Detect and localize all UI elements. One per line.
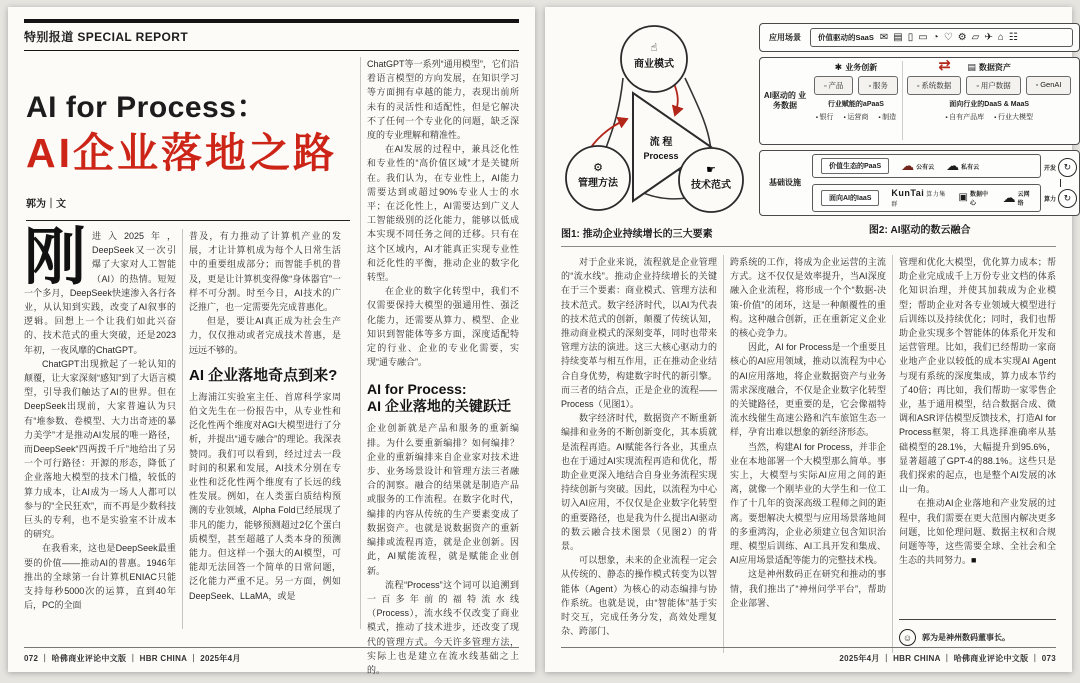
public-cloud-label: 公有云 [916,164,935,171]
column-divider [182,229,183,629]
service-chip: ▫ 服务 [858,76,897,95]
byline: 郭为｜文 [26,199,66,210]
body-paragraph: 在企业的数字化转型中，我们不仅需要保持大模型的强通用性、强泛化能力，还需要从算力、模型、企业知识到智能体等多方面，深度适配特定的行业、企业的专业化需要，实现“通专融合”。 [367,286,519,368]
fig2-data-asset [902,57,1076,140]
innovation-icon: ✱ [834,62,843,72]
apaas-item: ▪ 运营商 [844,112,869,122]
device-icon: ◔ [932,32,944,43]
title-block [24,57,354,229]
fig2-row2-label: AI驱动的 业务数据 [763,91,807,110]
left-column-1 [24,223,176,629]
left-page-footer: 072 ｜ 哈佛商业评论中文版 ｜ HBR CHINA ｜ 2025年4月 [24,647,519,664]
article-title-cn: AI企业落地之路 [26,130,337,176]
user-data-chip: ▫ 用户数据 [966,76,1020,95]
cycle-icon: ↻ [1058,189,1077,208]
end-mark: ■ [971,555,977,566]
body-paragraph: 普及，有力推动了计算机产业的发展，才让计算机成为每个人日常生活中的重要组成部分；而智能手机的普及，更是让计算机变得像“身体器官”一样不可分割。时至今日，AI技术的广泛推广，也一定需要先完成普惠化。 [189,231,341,313]
figure-2 [759,23,1080,236]
body-paragraph: 在我看来，这也是DeepSeek最重要的价值——推动AI的普惠。1946年推出的全球第一台计算机ENIAC只能支持每秒5000次的运算，直到40年后，PC的全面 [24,543,176,611]
article-title-en: AI for Process： [26,91,267,124]
biz-head: 业务创新 [845,63,878,72]
fig1-node-business-model: 商业模式 [634,59,674,70]
datacenter-icon: ▣ [958,192,968,203]
column-divider [360,57,361,629]
paas-label: 价值生态的PaaS [821,158,889,174]
hand-icon: ☝ [650,42,658,54]
body-paragraph: 这是神州数码正在研究和推动的事情，我们推出了“神州问学平台”，帮助企业部署、 [730,569,886,608]
product-chip: ▫ 产品 [814,76,853,95]
fig2-saas-label: 价值驱动的SaaS [818,33,874,42]
kuntai-brand: KunTai 算力集群 [891,188,946,208]
figure-1 [561,23,747,240]
right-column-2 [730,255,886,653]
cloud-network-label: 云网络 [1017,192,1030,207]
device-icon: ✈ [984,32,998,43]
figure-text-divider [561,246,1056,247]
asset-head: 数据资产 [978,63,1011,72]
device-icon: ☷ [1008,32,1023,43]
section-heading-line2: AI 企业落地的关键跃迁 [367,398,511,415]
body-paragraph: 对于企业来说，流程就是企业管理的“流水线”。推动企业持续增长的关键在于三个要素：商业模式、管理方法和技术范式。数字经济时代，以AI为代表的技术范式的创新，颠覆了传统认知，推动商业模式的深刻变革，同时也带来管理方法的演进。这三大核心驱动力的持续变革与相互作用，正在推动企业结合自身优势，构建数字时代的新引擎。而三者的结合点，正是企业的流程——Process（见图1）。 [561,257,717,410]
circle-connector [1060,179,1062,187]
exchange-arrows-icon: ⇄ [938,57,952,74]
dev-label: 开发 [1043,166,1056,172]
fig1-node-technology: 技术范式 [691,180,731,191]
genai-chip: ▫ GenAI [1026,76,1072,95]
section-eyebrow: 特别报道 SPECIAL REPORT [24,26,519,51]
body-paragraph: 数字经济时代，数据资产不断重新编排和业务的不断创新变化，其本质就是流程再造。AI赋能各行各业，其重点也在于通过AI实现流程再造和优化，帮助企业更深入地结合自身业务流程实现持续创新与突破。因此，以流程为中心切入AI应用，不仅仅是企业数字化转型的重要路径，也是我为什么提出AI驱动的数云融合技术图景（见图2）的背景。 [561,413,717,552]
body-paragraph: 企业创新就是产品和服务的重新编排。为什么要重新编排？如何编排？企业的重新编排来自企业家对技术进步、业务场景设计和管理方法三者融合的洞察。融合的结果就是制造产品或服务的工作流程。在数字化时代，编排的内容从传统的生产要素变成了数据资产。也就是说数据资产的重新编排或流程再造，就是企业创新。因此，AI赋能流程，就是赋能企业创新。 [367,423,519,576]
device-icon: ▭ [918,32,933,43]
device-icons [880,32,1023,43]
section-heading [367,381,519,415]
datacenter-label: 数据中心 [969,192,988,207]
body-paragraph: 但是，要让AI真正成为社会生产力，仅仅推动或者完成技术普惠，是远远不够的。 [189,316,341,355]
left-main-area [24,57,354,629]
fig2-row1-label: 应用场景 [769,32,801,42]
body-paragraph: 当然，构建AI for Process，并非企业在本地部署一个大模型那么简单。事实上，大模型与实际AI应用之间的距离，就像一个刚毕业的大学生和一位工作了十几年的资深高级工程师之间的距离。要想解决大模型与应用场景落地间的多重鸿沟，企业必须建立包含知识治理、模型后训练、AI工具开发和集成、AI应用场景适配等能力的完整技术栈。 [730,441,886,566]
body-paragraph: 可以想象，未来的企业流程一定会从传统的、静态的操作模式转变为以智能体（Agent）为核心的动态编排与协作系统。也就是说，由“智能体”基于实时交互，完成任务分发，高效处理复杂、跨部门、 [561,555,717,637]
body-paragraph: ChatGPT等一系列“通用模型”，它们沿着语言模型的方向发展，在知识学习等方面拥有卓越的能力，表现出前所未有的灵活性和适配性，但是它解决不了任何一个专业化的问题，缺乏深度的专业理解和精准性。 [367,59,519,141]
pointer-icon: ☛ [706,164,716,176]
gear-icon: ⚙ [593,162,603,174]
left-page [8,7,535,675]
device-icon: ▯ [907,32,919,43]
body-paragraph [899,496,1056,567]
body-paragraph: 因此，AI for Process是一个重要且核心的AI应用领域，推动以流程为中心的AI应用落地，将企业数据资产与业务需求深度融合，不仅是企业数字化转型的关键路径，更重要的是，它会像福特流水线催生高速公路和汽车旅馆生态一样，孕育出难以想象的新经济形态。 [730,342,886,438]
fig2-row-app-scenarios [759,23,1080,52]
cloud-icon: ☁ [946,158,960,173]
paas-box [812,154,1041,178]
column-divider [892,255,893,653]
device-icon: ✉ [879,32,894,43]
private-cloud-label: 私有云 [961,164,980,171]
fig2-side-circles [1043,151,1077,215]
fig1-center-cn: 流 程 [649,137,673,148]
body-paragraph: 流程“Process”这个词可以追溯到一百多年前的福特流水线（Process），流水线不仅改变了商业模式，推动了技术进步，还改变了现代的管理方式。今天许多管理方法，实际上也是建立在流水线基础之上的。 [367,579,519,675]
daas-label: 面向行业的DaaS & MaaS [949,101,1030,108]
person-icon: ☺ [899,629,916,646]
paragraph-text: 进入2025年，DeepSeek又一次引爆了大家对人工智能（AI）的热情。短短一个多月，DeepSeek快速渗入各行各业，从认知到实践，改变了AI叙事的逻辑。回想上一个让我们如此兴奋的、技术范式的重大突破，还是2023年初，一夜风靡的ChatGPT。 [24,231,176,355]
system-data-chip: ▫ 系统数据 [907,76,961,95]
drop-cap: 刚 [24,223,87,292]
device-icon: ♡ [943,32,958,43]
body-paragraph: 上海浦江实验室主任、首席科学家周伯文先生在一份报告中，从专业性和泛化性两个维度对AGI大模型进行了分析，并提出“通专融合”的理论。我深表赞同。我们可以看到，经过过去一段时间的积累和发展，AI技术分别在专业性和泛化性两个维度有了长远的线性发展。例如，在人类蛋白质结构预测的专业领域，Alpha Fold已经展现了非凡的能力，能够预测超过2亿个蛋白质模型，甚至超越了人类本身的预测能力。但这样一个强大的AI模型，可能却无法回答一个简单的日常问题，泛化能力严重不足。另一方面，例如DeepSeek、LLaMA，或是 [189,391,341,601]
apaas-items [814,112,898,122]
figure-1-diagram [561,23,747,215]
top-rule [24,19,519,23]
fig2-business-innovation [810,61,902,140]
kuntai-sub-label: 算力集群 [891,192,946,208]
iaas-box [812,184,1041,212]
section-heading-line1: AI for Process: [367,381,467,398]
right-column-3 [899,255,1056,653]
daas-items [907,112,1072,122]
database-icon: ▤ [967,62,976,72]
device-icon: ⌂ [997,32,1009,43]
device-icon: ▱ [971,32,985,43]
fig1-center-en: Process [643,151,679,161]
left-column-3 [367,57,519,675]
cycle-icon: ↻ [1058,158,1077,177]
device-icon: ▤ [893,32,908,43]
author-bio [899,619,1056,646]
fig2-row-business-data [759,57,1080,145]
left-column-2 [189,229,341,629]
body-paragraph: 跨系统的工作，将成为企业运营的主流方式。这不仅仅是效率提升，当AI深度融入企业流程，将形成一个个“数据-决策-价值”的闭环，这是一种颠覆性的重构。这种融合创新，正在重新定义企业的核心竞争力。 [730,257,886,339]
section-heading: AI 企业落地奇点到来? [189,366,338,384]
body-paragraph [24,223,176,357]
cloud-network-icon: ☁ [1002,190,1016,205]
iaas-label: 面向AI的IaaS [821,190,879,206]
right-page [545,7,1072,672]
apaas-item: ▪ 制造 [878,112,896,122]
paragraph-text: 在推动AI企业落地和产业发展的过程中，我们需要在更大范围内解决更多问题，比如伦理问题、数据主权和合规问题等等，这些需要全球、全社会和全生态的共同努力。 [899,498,1056,566]
body-paragraph: 管理和优化大模型，优化算力成本；帮助企业完成成千上万份专业文档的体系化知识治理，并使其加载成为企业模型；帮助企业对各专业领域大模型进行后训练以及持续优化；同时，我们也帮助企业实现多个智能体的体系化开发和运营管理。比如，我们已经帮助一家商业地产企业以较低的成本实现AI Agent与现有系统的深度集成，算力成本节约了40倍；再比如，我们帮助一家零售企业，基于通用模型，结合数据合成、微调和ASR评估模型反馈技术，打造AI for Process框架，将工具选择准确率从基础模型的28.1%，大幅提升到95.6%，显著超越了GPT-4的88.1%。这些只是我们探索的起点，也是整个AI发展的冰山一角。 [899,257,1057,495]
fig1-node-management: 管理方法 [578,178,618,189]
right-page-footer: 2025年4月 ｜ HBR CHINA ｜ 哈佛商业评论中文版 ｜ 073 [561,647,1056,664]
author-bio-text: 郭为是神州数码董事长。 [922,633,1010,643]
fig2-row-infrastructure [759,150,1080,216]
daas-item: ▪ 自有产品库 [945,112,984,122]
compute-label: 算力 [1043,197,1056,203]
body-paragraph: 在AI发展的过程中，兼具泛化性和专业性的“高价值区域”才是关键所在。我们认为，在专业性上，AI能力需要达到或超过90%专业人士的水平；在泛化性上，AI需要达到广义人工智能级别的泛化能力，能够以低成本实现不同任务之间的迁移。只有在这个区域内，AI才能真正实现专业性和泛化性的平衡，推动企业的数字化转型。 [367,144,519,283]
device-icon: ⚙ [957,32,972,43]
daas-item: ▪ 行业大模型 [994,112,1033,122]
cloud-icon: ☁ [901,158,915,173]
figure-2-caption: 图2: AI驱动的数云融合 [868,225,971,236]
body-paragraph: ChatGPT出现掀起了一轮认知的颠覆，让大家深刻“感知”到了大语言模型，引导我们触达了AI的世界。但在DeepSeek出现前，大家普遍认为只有“堆参数、卷模型、大力出奇迹的暴力美学”才是推动AI发展的唯一路径，而DeepSeek“四两拨千斤”地给出了另一个可行路径：开源的形态，降低了企业落地大模型的技术门槛，较低的算力成本，让AI成为一场人人都可以参与的“全民狂欢”，而不再是少数科技巨头的专利，也不是实验室不计成本的研究。 [24,358,176,540]
apaas-label: 行业赋能的aPaaS [827,101,884,108]
right-column-1 [561,255,717,653]
column-divider [723,255,724,653]
figure-1-caption: 图1: 推动企业持续增长的三大要素 [561,229,713,240]
apaas-item: ▪ 银行 [816,112,834,122]
title-rule [26,220,350,221]
fig2-row3-label: 基础设施 [769,178,801,187]
